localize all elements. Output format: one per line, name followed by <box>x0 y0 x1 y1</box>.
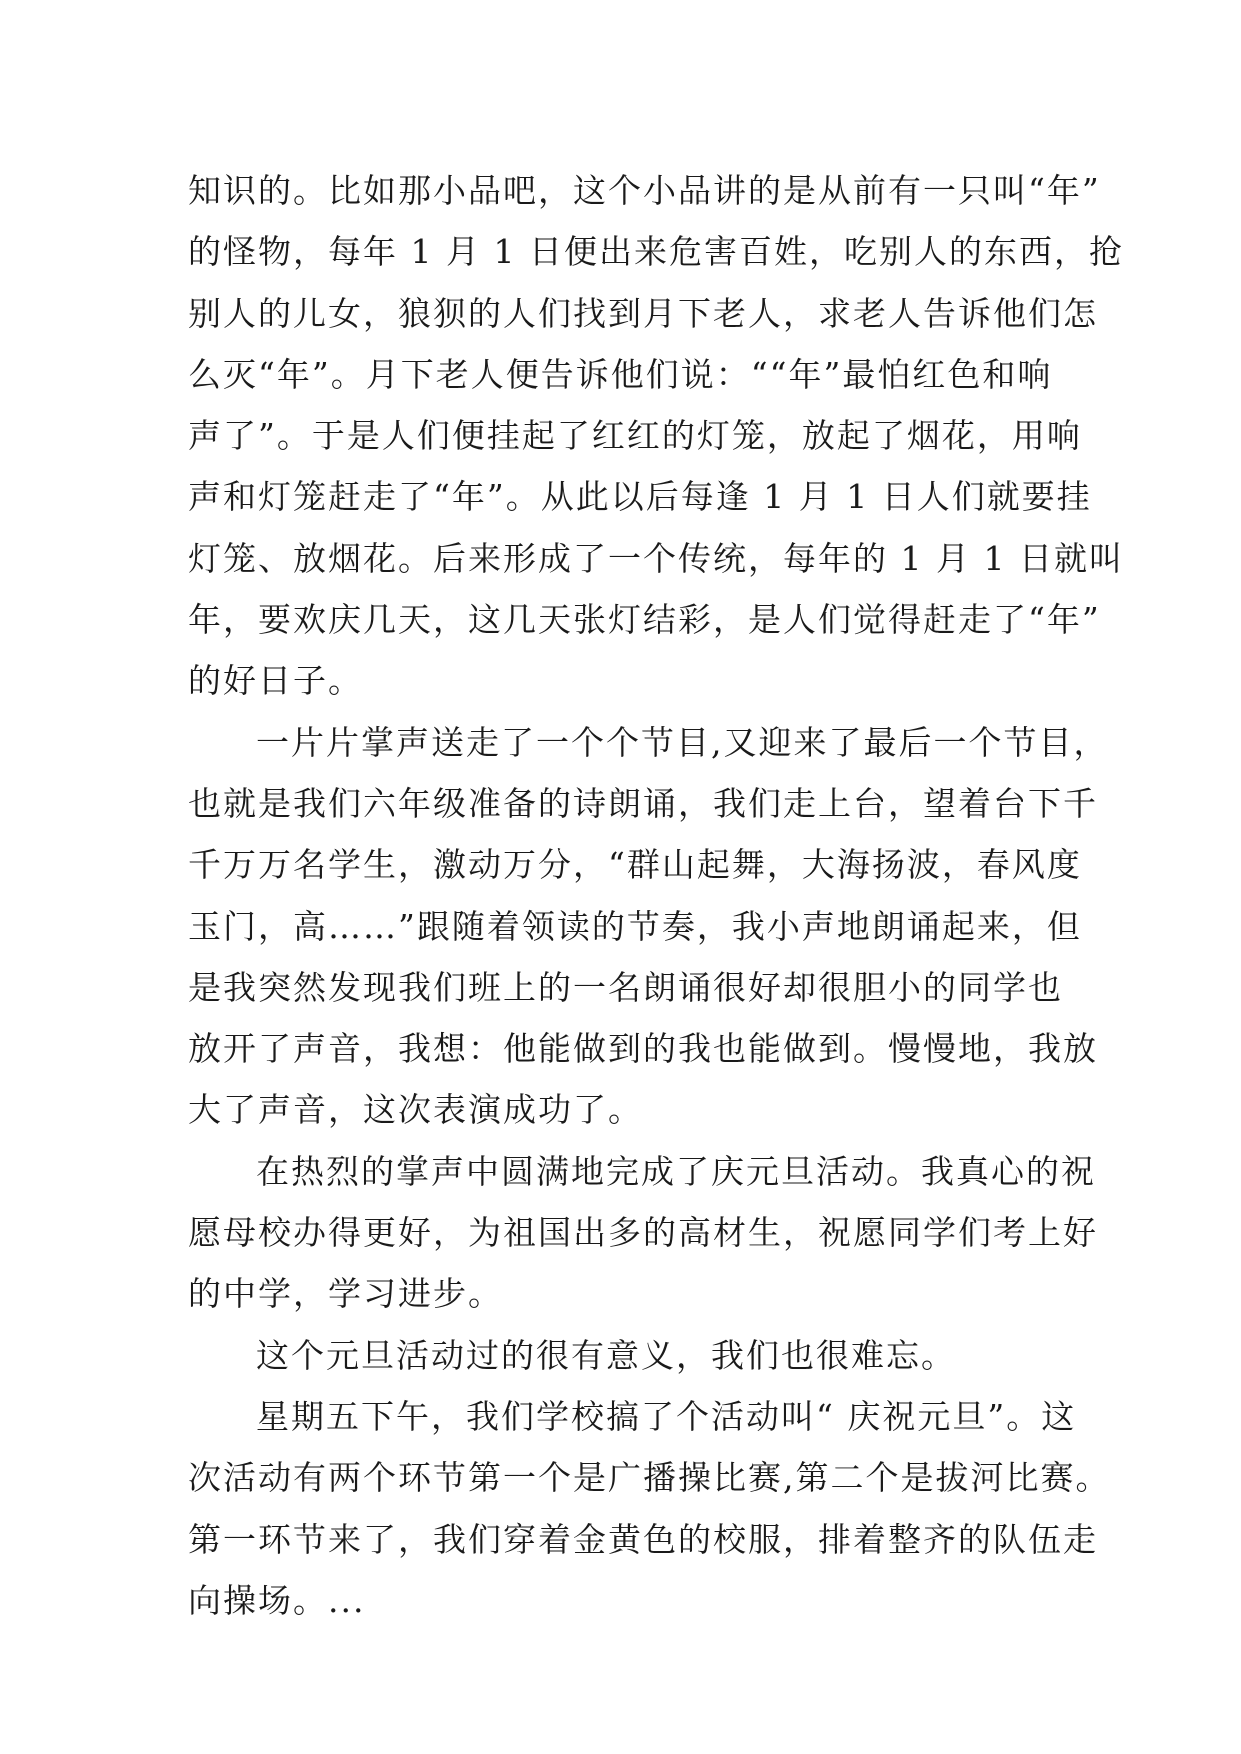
text-line: 大了声音，这次表演成功了。 <box>188 1090 643 1130</box>
body-text <box>188 160 1124 1631</box>
paragraph-first-line: 在热烈的掌声中圆满地完成了庆元旦活动。我真心的祝 <box>256 1151 1096 1191</box>
text-line: 第一环节来了，我们穿着金黄色的校服，排着整齐的队伍走 <box>188 1519 1098 1559</box>
text-line: 是我突然发现我们班上的一名朗诵很好却很胆小的同学也 <box>188 967 1063 1007</box>
text-line: 年，要欢庆几天，这几天张灯结彩，是人们觉得赶走了“年” <box>188 600 1101 640</box>
text-line: 的怪物，每年 1 月 1 日便出来危害百姓，吃别人的东西，抢 <box>188 232 1124 272</box>
text-line: 灯笼、放烟花。后来形成了一个传统，每年的 1 月 1 日就叫 <box>188 538 1124 578</box>
text-line: 也就是我们六年级准备的诗朗诵，我们走上台，望着台下千 <box>188 783 1098 823</box>
text-line: 玉门，高……”跟随着领读的节奏，我小声地朗诵起来，但 <box>188 906 1082 946</box>
text-line: 千万万名学生，激动万分，“群山起舞，大海扬波，春风度 <box>188 845 1082 885</box>
text-line: 的好日子。 <box>188 661 363 701</box>
text-line: 的中学，学习进步。 <box>188 1274 503 1314</box>
text-line: 声了”。于是人们便挂起了红红的灯笼，放起了烟花，用响 <box>188 416 1082 456</box>
text-line: 次活动有两个环节第一个是广播操比赛,第二个是拔河比赛。 <box>188 1458 1111 1498</box>
text-line: 知识的。比如那小品吧，这个小品讲的是从前有一只叫“年” <box>188 171 1101 210</box>
text-line: 声和灯笼赶走了“年”。从此以后每逢 1 月 1 日人们就要挂 <box>188 477 1092 517</box>
text-line: 别人的儿女，狼狈的人们找到月下老人，求老人告诉他们怎 <box>188 293 1098 333</box>
text-line: 放开了声音，我想：他能做到的我也能做到。慢慢地，我放 <box>188 1029 1098 1069</box>
text-line: 愿母校办得更好，为祖国出多的高材生，祝愿同学们考上好 <box>188 1213 1098 1253</box>
paragraph-first-line: 星期五下午，我们学校搞了个活动叫“ 庆祝元旦”。这 <box>256 1396 1077 1436</box>
paragraph-first-line: 这个元旦活动过的很有意义，我们也很难忘。 <box>256 1335 956 1375</box>
text-line: 么灭“年”。月下老人便告诉他们说：““年”最怕红色和响 <box>188 354 1053 394</box>
paragraph-first-line: 一片片掌声送走了一个个节目,又迎来了最后一个节目， <box>256 722 1109 762</box>
text-line: 向操场。... <box>188 1580 366 1620</box>
